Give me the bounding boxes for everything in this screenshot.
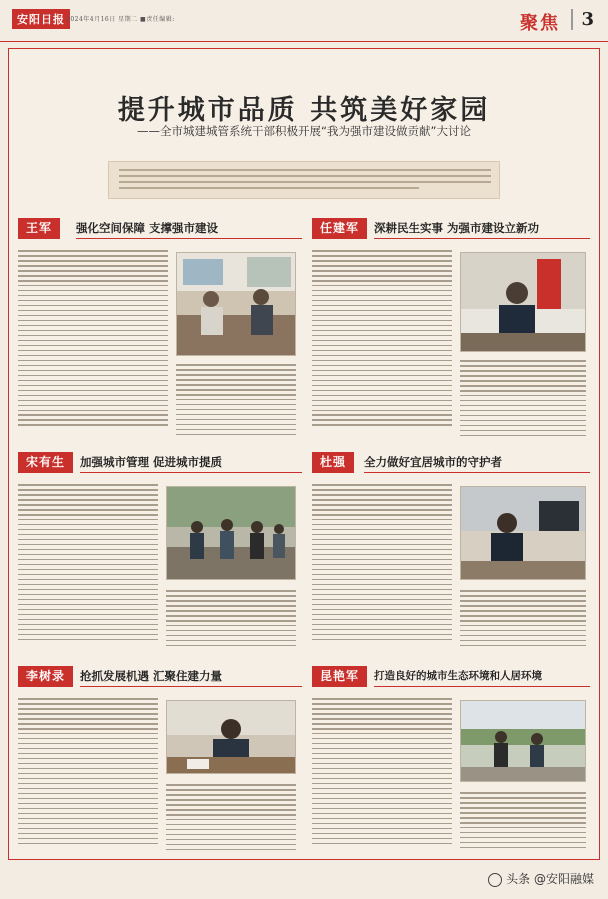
article-body-3a [18,484,158,644]
article-body-2b [460,360,586,440]
photo-du-qiang [460,486,586,580]
article-body-4a [312,484,452,644]
article-body-4b [460,590,586,650]
article-body-5b [166,784,296,854]
intro-summary [108,161,500,199]
section-label: 聚焦 [520,13,560,34]
article-body-1a [18,250,168,429]
newspaper-logo: 安阳日报 [12,9,70,29]
subheadline: ——全市城建城管系统干部积极开展“我为强市建设做贡献”大讨论 [137,124,471,138]
article-header-3 [18,452,302,473]
author-name: 杜强 [312,452,354,473]
article-body-3b [166,590,296,650]
article-body-1b [176,364,296,439]
toutiao-icon [488,873,502,887]
page-number: 3 [571,9,594,30]
source-watermark [488,870,594,887]
watermark-text: 头条 @安阳融媒 [506,872,594,886]
article-header-6 [312,666,590,687]
article-body-6a [312,698,452,848]
author-name: 任建军 [312,218,367,239]
author-name: 宋有生 [18,452,73,473]
article-title: 加强城市管理 促进城市提质 [80,452,302,473]
photo-kun-yanjun [460,700,586,782]
photo-wang-jun [176,252,296,356]
article-body-2a [312,250,452,429]
article-title: 强化空间保障 支撑强市建设 [76,218,302,239]
article-title: 全力做好宜居城市的守护者 [364,452,590,473]
article-title: 抢抓发展机遇 汇聚住建力量 [80,666,302,687]
article-title: 深耕民生实事 为强市建设立新功 [374,218,590,239]
article-header-4 [312,452,590,473]
article-title: 打造良好的城市生态环境和人居环境 [374,666,590,687]
article-header-1 [18,218,302,239]
author-name: 昆艳军 [312,666,367,687]
photo-ren-jianjun [460,252,586,352]
article-body-5a [18,698,158,848]
article-header-2 [312,218,590,239]
article-body-6b [460,792,586,852]
photo-song-yousheng [166,486,296,580]
author-name: 王军 [18,218,60,239]
author-name: 李树录 [18,666,73,687]
photo-li-shulu [166,700,296,774]
issue-meta: 2024年4月16日 星期二 ■责任编辑: [66,16,175,23]
article-header-5 [18,666,302,687]
masthead [0,0,608,42]
headline: 提升城市品质 共筑美好家园 [117,95,491,126]
